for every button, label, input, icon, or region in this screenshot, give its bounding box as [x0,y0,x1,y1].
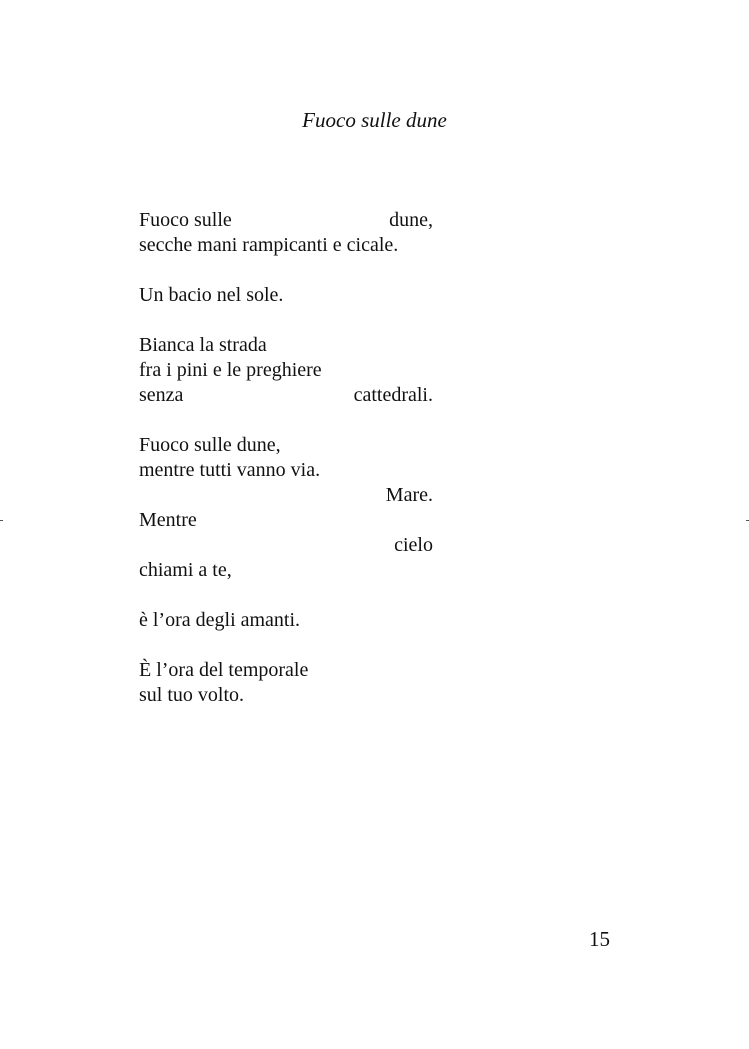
stanza-break [139,633,433,658]
poem-line-text: Mare. [385,484,433,506]
poem-line-text: Un bacio nel sole. [139,284,284,306]
poem-line [139,233,433,258]
poem-line-text: Bianca la strada [139,334,267,356]
poem-line [139,483,433,508]
poem-line [139,383,433,408]
stanza-break [139,408,433,433]
stanza-break [139,583,433,608]
poem-line [139,358,433,383]
stanza-break [139,308,433,333]
poem-line-text: Mentre [139,509,197,531]
poem-line [139,558,433,583]
poem-line [139,433,433,458]
poem-line-text: fra i pini e le preghiere [139,359,322,381]
poem-line [139,533,433,558]
poem-line-text: secche mani rampicanti e cicale. [139,234,399,256]
poem-line [139,658,433,683]
poem-line-text: È l’ora del temporale [139,659,309,681]
poem-line [139,208,433,233]
page-number: 15 [589,927,610,951]
poem-line-text: chiami a te, [139,559,232,581]
stanza-break [139,258,433,283]
poem-line [139,458,433,483]
poem-line [139,608,433,633]
poem-line-text: Fuoco sulle dune, [139,434,281,456]
poem-line [139,683,433,708]
poem-line-text: è l’ora degli amanti. [139,609,301,631]
poem-line [139,283,433,308]
poem-line [139,333,433,358]
poem-title: Fuoco sulle dune [302,108,447,132]
poem-line-text: sul tuo volto. [139,684,245,706]
poem-line-text: cielo [394,534,433,556]
poem-line-segment: cattedrali. [353,384,433,406]
poem-line [139,508,433,533]
poem-line-segment: Fuoco sulle [139,209,232,231]
left-crop-mark [0,520,3,521]
poem-body [139,208,433,708]
poem-line-segment: senza [139,384,184,406]
poem-line-text: mentre tutti vanno via. [139,459,321,481]
poem-line-segment: dune, [389,209,433,231]
